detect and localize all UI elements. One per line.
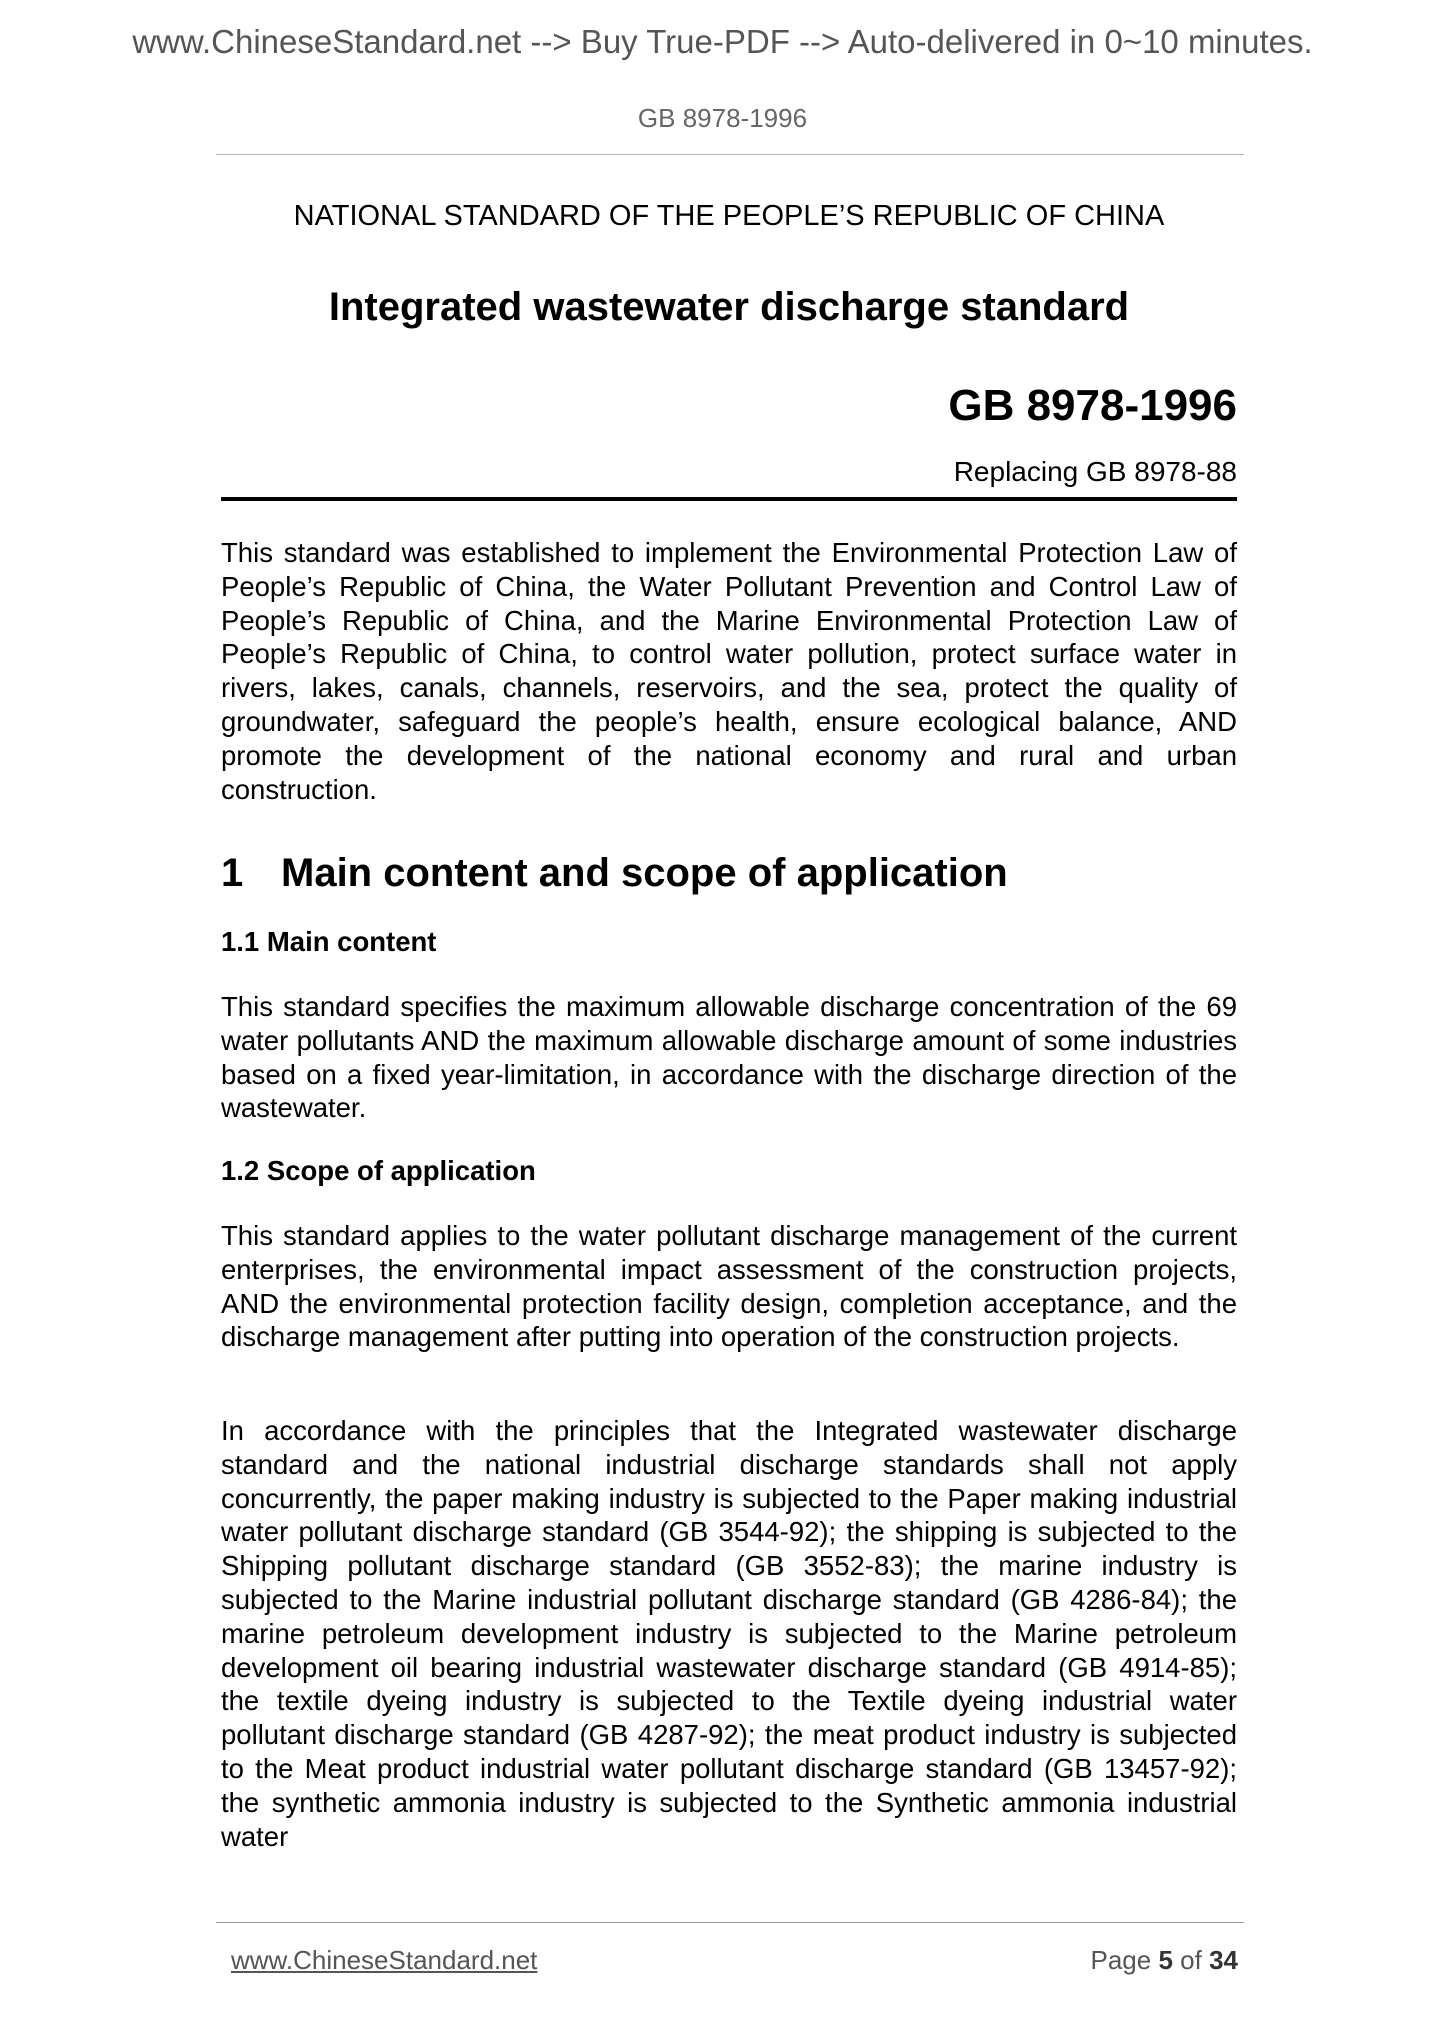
section-1-number: 1 <box>221 851 244 895</box>
section-1-2-paragraph-2: In accordance with the principles that the Integrated wastewater discharge standard and the national industrial discharge standards shall not apply concurrently, the paper making industry is subjected to the Paper making industrial water pollutant discharge standard (GB 3544-92); the shipping is subjected to the Shipping pollutant discharge standard (GB 3552-83); the marine industry is subjected to the Marine industrial pollutant discharge standard (GB 4286-84); the marine petroleum development industry is subjected to the Marine petroleum development oil bearing industrial wastewater discharge standard (GB 4914-85); the textile dyeing industry is subjected to the Textile dyeing industrial water pollutant discharge standard (GB 4287-92); the meat product industry is subjected to the Meat product industrial water pollutant discharge standard (GB 13457-92); the synthetic ammonia industry is subjected to the Synthetic ammonia industrial water <box>221 1415 1237 1852</box>
document-title: Integrated wastewater discharge standard <box>328 285 1130 329</box>
title-divider <box>221 497 1237 501</box>
footer-divider <box>216 1922 1244 1923</box>
header-top-line: www.ChineseStandard.net --> Buy True-PDF --> Auto-delivered in 0~10 minutes. <box>132 23 1313 60</box>
replacing-note: Replacing GB 8978-88 <box>953 456 1237 487</box>
footer-website-link[interactable]: www.ChineseStandard.net <box>231 1945 538 1975</box>
standard-number: GB 8978-1996 <box>948 381 1237 430</box>
national-standard-label: NATIONAL STANDARD OF THE PEOPLE’S REPUBLIC OF CHINA <box>293 200 1165 232</box>
page-total: 34 <box>1209 1945 1238 1975</box>
page-of: of <box>1180 1945 1202 1975</box>
section-1-1-heading: 1.1 Main content <box>221 926 437 957</box>
section-1-1-paragraph: This standard specifies the maximum allowable discharge concentration of the 69 water pollutants AND the maximum allowable discharge amount of some industries based on a fixed year-limitation, in accordance with the discharge direction of the wastewater. <box>221 991 1237 1124</box>
section-1-2-heading: 1.2 Scope of application <box>221 1155 536 1186</box>
page-number <box>1090 1944 1238 1976</box>
header-standard-code: GB 8978-1996 <box>637 103 808 133</box>
section-1-heading <box>221 848 1008 898</box>
intro-paragraph: This standard was established to implement the Environmental Protection Law of People’s Republic of China, the Water Pollutant Prevention and Control Law of People’s Republic of China, and the Marine Environmental Protection Law of People’s Republic of China, to control water pollution, protect surface water in rivers, lakes, canals, channels, reservoirs, and the sea, protect the quality of groundwater, safeguard the people’s health, ensure ecological balance, AND promote the development of the national economy and rural and urban construction. <box>221 537 1237 805</box>
section-1-2-paragraph-1: This standard applies to the water pollutant discharge management of the current enterprises, the environmental impact assessment of the construction projects, AND the environmental protection facility design, completion acceptance, and the discharge management after putting into operation of the construction projects. <box>221 1220 1237 1353</box>
header-divider <box>216 154 1244 155</box>
section-1-title: Main content and scope of application <box>281 851 1008 895</box>
page-current: 5 <box>1158 1945 1173 1975</box>
page-prefix: Page <box>1090 1945 1152 1975</box>
